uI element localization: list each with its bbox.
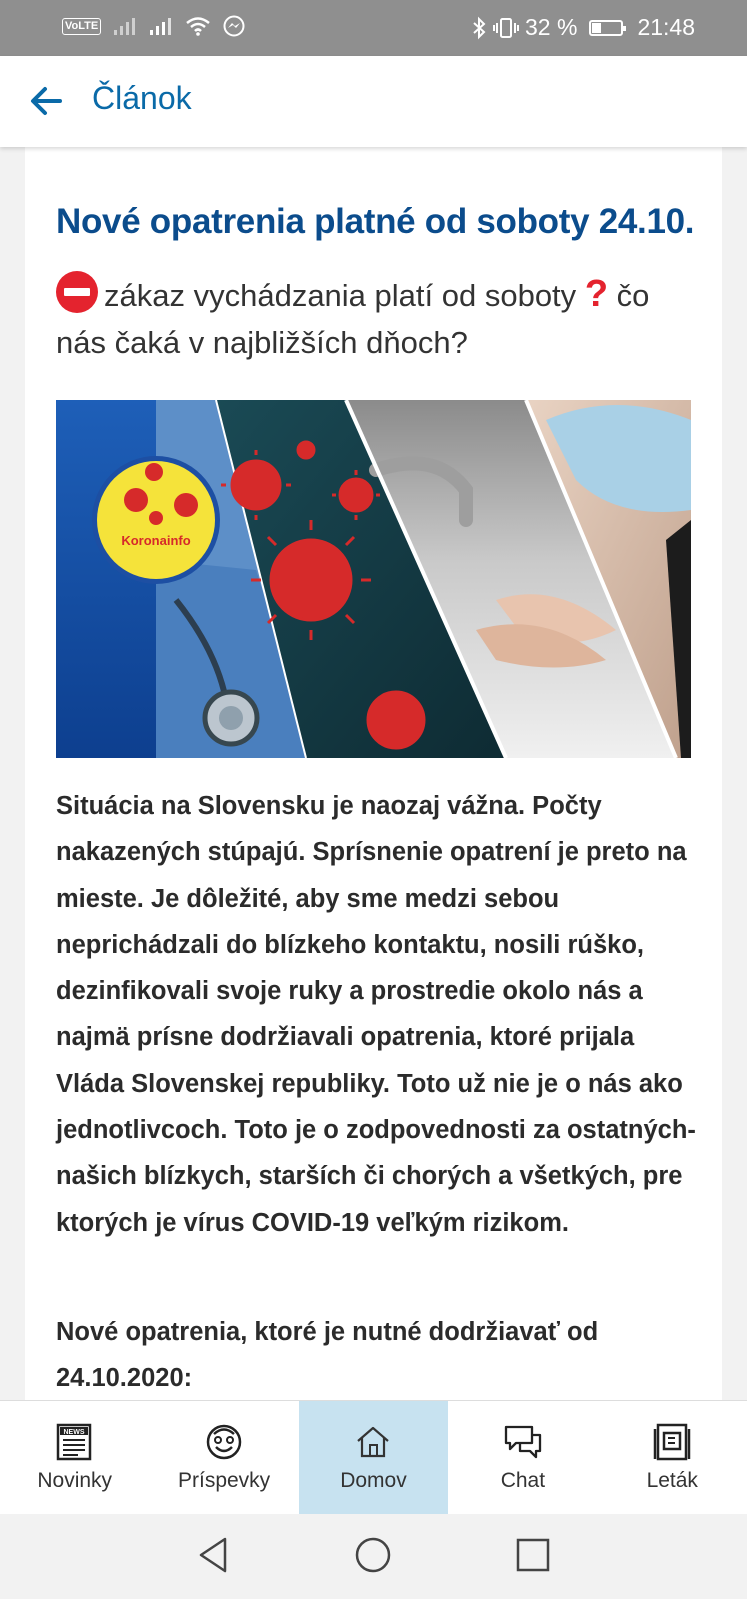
arrow-left-icon [24,78,70,124]
recents-square-icon[interactable] [513,1535,553,1575]
nav-item-chat[interactable] [448,1401,597,1514]
hero-illustration [56,400,691,758]
back-button[interactable] [24,78,70,124]
article-subline [56,271,696,366]
home-icon [352,1421,394,1463]
article-hero-image [56,400,691,758]
nav-label-chat: Chat [500,1469,546,1492]
messenger-icon [223,15,245,37]
nav-item-domov[interactable] [299,1401,448,1514]
nav-item-prispevky[interactable] [149,1401,298,1514]
subline-text-2: čo nás čaká v najbližších dňoch? [56,278,650,360]
bottom-navigation [0,1400,747,1514]
signal-icon [149,16,173,36]
article-paragraph-1: Situácia na Slovensku je naozaj vážna. Počty nakazených stúpajú. Sprísnenie opatrení je preto na mieste. Je dôležité, aby sme medzi sebou neprichádzali do blízkeho kontaktu, nosili rúško, dezinfikovali svoje ruky a prostredie okolo nás a najmä prísne dodržiavali opatrenia, ktoré prijala Vláda Slovenskej republiky. Toto už nie je o nás ako jednotlivcoch. Toto je o zodpovednosti za ostatných- našich blízkych, starších či chorých a všetkých, pre ktorých je vírus COVID-19 veľkým rizikom. [56,792,696,1237]
status-bar [0,0,747,56]
bluetooth-icon [471,16,487,40]
status-left [62,15,245,37]
nav-label-letak: Leták [646,1469,698,1492]
article-headline: Nové opatrenia platné od soboty 24.10. [56,202,695,241]
vibrate-icon [493,16,519,40]
newspaper-icon [54,1421,96,1463]
chat-icon [502,1421,544,1463]
leaflet-icon [651,1421,693,1463]
wifi-icon [185,16,211,36]
koronainfo-badge-label: Koronainfo [121,533,191,548]
home-circle-icon[interactable] [353,1535,393,1575]
nav-label-domov: Domov [340,1469,407,1492]
nav-label-novinky: Novinky [37,1469,113,1492]
nav-label-prispevky: Príspevky [177,1469,271,1492]
question-mark-icon: ? [584,273,609,315]
battery-icon [589,20,623,36]
nav-item-novinky[interactable] [0,1401,149,1514]
app-bar [0,56,747,147]
battery-percent: 32 % [525,14,578,40]
article-paragraph-2: Nové opatrenia, ktoré je nutné dodržiavať od 24.10.2020: [56,1318,599,1393]
svg-text:NEWS: NEWS [63,1429,85,1436]
smiley-icon [203,1421,245,1463]
volte-icon: VoLTE [62,18,101,35]
signal-weak-icon [113,16,137,36]
article-card [25,147,722,1400]
page-title: Článok [92,80,192,116]
no-entry-icon [56,271,98,313]
nav-item-letak[interactable] [598,1401,747,1514]
subline-text-1: zákaz vychádzania platí od soboty [104,278,577,313]
clock: 21:48 [637,14,695,40]
back-triangle-icon[interactable] [193,1535,233,1575]
status-right [471,14,695,41]
system-navigation-bar [0,1513,747,1599]
